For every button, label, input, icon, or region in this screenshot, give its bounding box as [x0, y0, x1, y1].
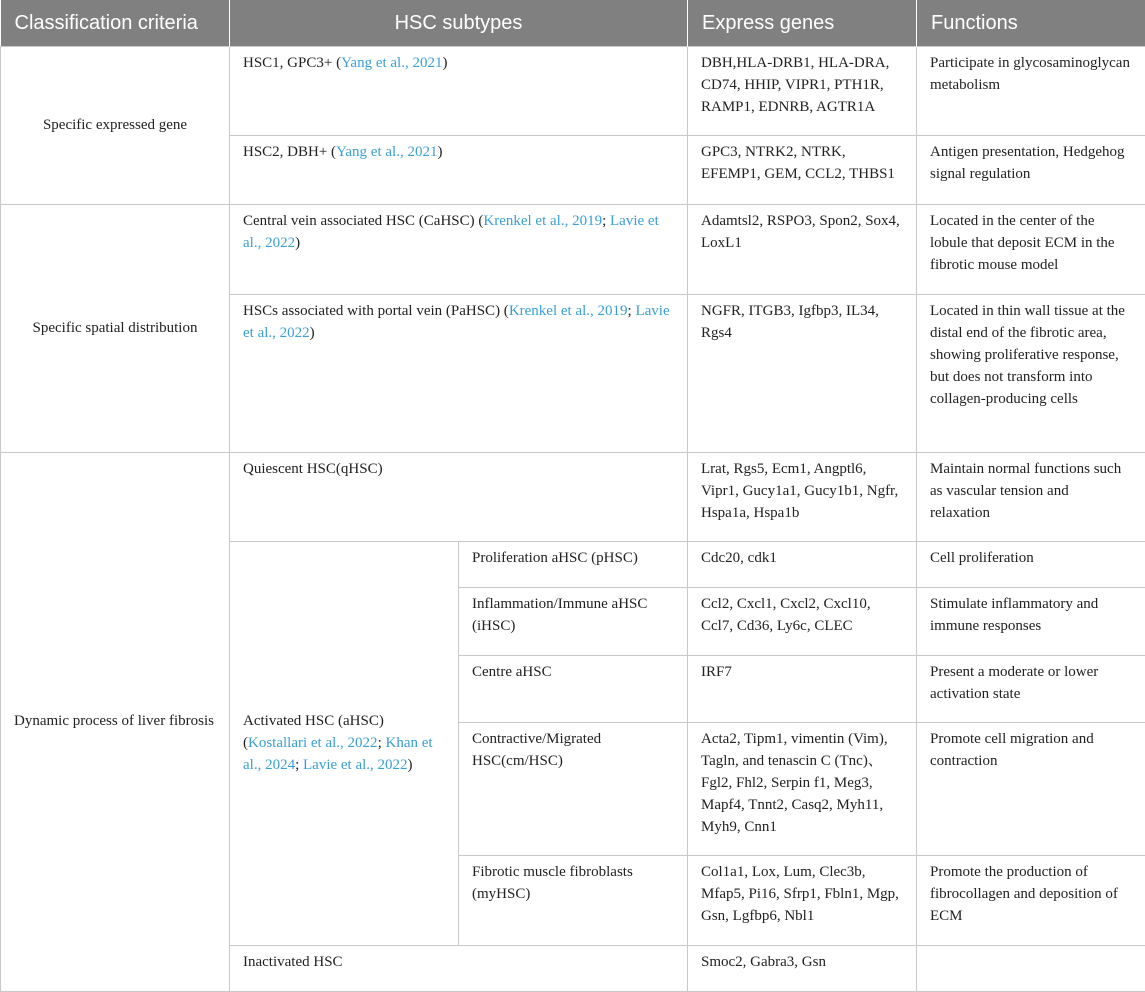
category-cell: Specific spatial distribution: [1, 204, 230, 452]
citation-link[interactable]: Khan et al., 2024: [243, 735, 433, 773]
subtype-cell: Inactivated HSC: [230, 945, 688, 991]
header-functions: Functions: [917, 0, 1145, 46]
genes-cell: DBH,HLA-DRB1, HLA-DRA, CD74, HHIP, VIPR1, PTH1R, RAMP1, EDNRB, AGTR1A: [688, 46, 917, 135]
genes-cell: Cdc20, cdk1: [688, 541, 917, 587]
category-cell: Specific expressed gene: [1, 46, 230, 204]
citation-link[interactable]: Lavie et al., 2022: [243, 213, 659, 251]
citation-link[interactable]: Yang et al., 2021: [336, 144, 437, 160]
citation-link[interactable]: Lavie et al., 2022: [243, 303, 670, 341]
genes-cell: Col1a1, Lox, Lum, Clec3b, Mfap5, Pi16, Sfrp1, Fbln1, Mgp, Gsn, Lgfbp6, Nbl1: [688, 855, 917, 945]
table-header-row: [1, 0, 1145, 46]
header-classification-criteria: Classification criteria: [1, 0, 230, 46]
genes-cell: Ccl2, Cxcl1, Cxcl2, Cxcl10, Ccl7, Cd36, Ly6c, CLEC: [688, 587, 917, 655]
sub-subtype-cell: Inflammation/Immune aHSC (iHSC): [459, 587, 688, 655]
functions-cell: Located in thin wall tissue at the distal end of the fibrotic area, showing proliferative response, but does not transform into collagen-producing cells: [917, 294, 1145, 452]
subtype-cell: HSC2, DBH+ (Yang et al., 2021): [230, 135, 688, 204]
citation-link[interactable]: Kostallari et al., 2022: [248, 735, 378, 751]
functions-cell: Located in the center of the lobule that deposit ECM in the fibrotic mouse model: [917, 204, 1145, 294]
functions-cell: Promote cell migration and contraction: [917, 722, 1145, 855]
activated-hsc-cell: Activated HSC (aHSC) (Kostallari et al., 2022; Khan et al., 2024; Lavie et al., 2022): [230, 541, 459, 945]
genes-cell: Lrat, Rgs5, Ecm1, Angptl6, Vipr1, Gucy1a1, Gucy1b1, Ngfr, Hspa1a, Hspa1b: [688, 452, 917, 541]
functions-cell: Stimulate inflammatory and immune responses: [917, 587, 1145, 655]
header-hsc-subtypes: HSC subtypes: [230, 0, 688, 46]
functions-cell: Maintain normal functions such as vascular tension and relaxation: [917, 452, 1145, 541]
table-row: [1, 204, 1145, 294]
functions-cell: Cell proliferation: [917, 541, 1145, 587]
sub-subtype-cell: Fibrotic muscle fibroblasts (myHSC): [459, 855, 688, 945]
functions-cell: Antigen presentation, Hedgehog signal regulation: [917, 135, 1145, 204]
citation-link[interactable]: Yang et al., 2021: [341, 55, 442, 71]
genes-cell: NGFR, ITGB3, Igfbp3, IL34, Rgs4: [688, 294, 917, 452]
sub-subtype-cell: Centre aHSC: [459, 655, 688, 722]
table-row: [1, 46, 1145, 135]
genes-cell: Adamtsl2, RSPO3, Spon2, Sox4, LoxL1: [688, 204, 917, 294]
genes-cell: Smoc2, Gabra3, Gsn: [688, 945, 917, 991]
functions-cell: [917, 945, 1145, 991]
subtype-cell: HSC1, GPC3+ (Yang et al., 2021): [230, 46, 688, 135]
functions-cell: Promote the production of fibrocollagen and deposition of ECM: [917, 855, 1145, 945]
subtype-cell: HSCs associated with portal vein (PaHSC) (Krenkel et al., 2019; Lavie et al., 2022): [230, 294, 688, 452]
sub-subtype-cell: Proliferation aHSC (pHSC): [459, 541, 688, 587]
citation-link[interactable]: Krenkel et al., 2019: [509, 303, 628, 319]
functions-cell: Participate in glycosaminoglycan metabolism: [917, 46, 1145, 135]
subtype-cell: Quiescent HSC(qHSC): [230, 452, 688, 541]
genes-cell: GPC3, NTRK2, NTRK, EFEMP1, GEM, CCL2, THBS1: [688, 135, 917, 204]
sub-subtype-cell: Contractive/Migrated HSC(cm/HSC): [459, 722, 688, 855]
subtype-cell: Central vein associated HSC (CaHSC) (Krenkel et al., 2019; Lavie et al., 2022): [230, 204, 688, 294]
genes-cell: IRF7: [688, 655, 917, 722]
table-row: [1, 452, 1145, 541]
citation-link[interactable]: Krenkel et al., 2019: [483, 213, 602, 229]
functions-cell: Present a moderate or lower activation state: [917, 655, 1145, 722]
genes-cell: Acta2, Tipm1, vimentin (Vim), Tagln, and tenascin C (Tnc)、Fgl2, Fhl2, Serpin f1, Meg3, Mapf4, Tnnt2, Casq2, Myh11, Myh9, Cnn1: [688, 722, 917, 855]
header-express-genes: Express genes: [688, 0, 917, 46]
category-cell: Dynamic process of liver fibrosis: [1, 452, 230, 991]
citation-link[interactable]: Lavie et al., 2022: [303, 757, 408, 773]
